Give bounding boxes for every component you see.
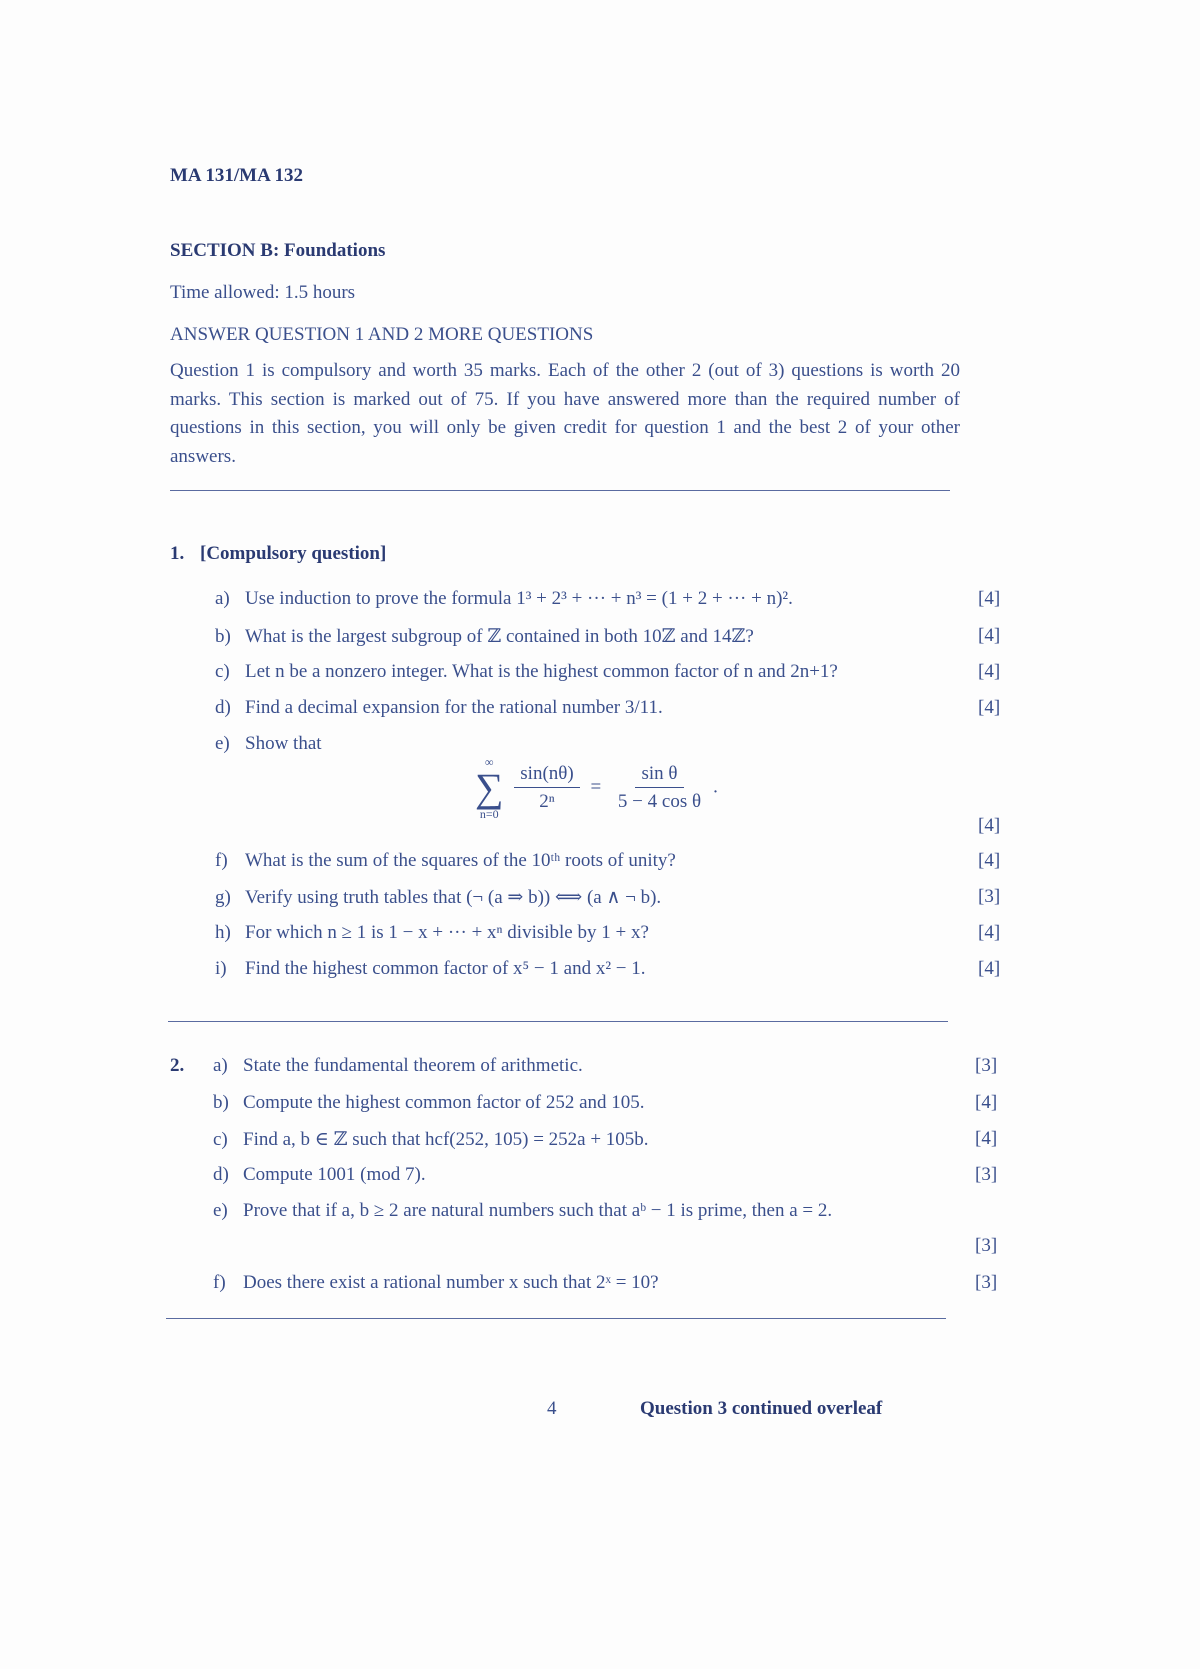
part-text: Compute 1001 (mod 7). <box>243 1164 426 1185</box>
part-label: d) <box>215 697 231 718</box>
part-label: e) <box>213 1200 228 1221</box>
equals-sign: = <box>590 776 602 798</box>
part-label: b) <box>213 1092 229 1113</box>
q1-part-h <box>215 922 649 944</box>
part-text: Find a decimal expansion for the rational number 3/11. <box>245 697 663 718</box>
part-text: Prove that if a, b ≥ 2 are natural numbers such that aᵇ − 1 is prime, then a = 2. <box>243 1200 833 1221</box>
part-text: Does there exist a rational number x such that 2ˣ = 10? <box>243 1272 659 1293</box>
divider <box>166 1318 946 1319</box>
q2-part-c <box>213 1128 649 1151</box>
sum-upper-limit: ∞ <box>484 755 494 769</box>
sum-operator <box>475 755 504 821</box>
part-text: For which n ≥ 1 is 1 − x + ··· + xⁿ divisible by 1 + x? <box>245 922 649 943</box>
continuation-note: Question 3 continued overleaf <box>640 1398 883 1419</box>
divider <box>170 490 950 491</box>
rhs-denominator: 5 − 4 cos θ <box>617 791 702 812</box>
time-allowed: Time allowed: 1.5 hours <box>170 282 356 303</box>
part-label: i) <box>215 958 227 979</box>
part-text: Use induction to prove the formula 1³ + 2³ + ··· + n³ = (1 + 2 + ··· + n)². <box>245 588 793 609</box>
lhs-numerator: sin(nθ) <box>514 763 579 788</box>
rhs-numerator: sin θ <box>635 763 683 788</box>
marks: [4] <box>975 1128 998 1149</box>
lhs-fraction <box>514 763 579 813</box>
marks: [4] <box>978 850 1001 871</box>
part-label: f) <box>213 1272 226 1293</box>
part-text: Verify using truth tables that (¬ (a ⇒ b)) ⟺ (a ∧ ¬ b). <box>245 887 662 908</box>
marks: [4] <box>978 697 1001 718</box>
q2-part-d <box>213 1164 426 1186</box>
question-1-number: 1. <box>170 543 185 564</box>
part-label: h) <box>215 922 231 943</box>
marks: [4] <box>978 815 1001 836</box>
formula-period: . <box>713 776 718 798</box>
part-label: c) <box>213 1129 228 1150</box>
sum-lower-limit: n=0 <box>479 807 499 821</box>
part-text: State the fundamental theorem of arithmetic. <box>243 1055 583 1076</box>
question-2-number: 2. <box>170 1055 185 1076</box>
q2-part-f <box>213 1272 659 1294</box>
q2-part-b <box>213 1092 645 1114</box>
part-text: Find a, b ∈ ℤ such that hcf(252, 105) = 252a + 105b. <box>243 1129 649 1150</box>
answer-instruction: ANSWER QUESTION 1 AND 2 MORE QUESTIONS <box>170 324 594 345</box>
part-label: e) <box>215 733 230 754</box>
instructions-paragraph: Question 1 is compulsory and worth 35 marks. Each of the other 2 (out of 3) questions is worth 20 marks. This section is marked out of 75. If you have answered more than the required number of questions in this section, you will only be given credit for question 1 and the best 2 of your other answers. <box>170 360 960 467</box>
marks: [4] <box>978 922 1001 943</box>
part-label: f) <box>215 850 228 871</box>
marks: [4] <box>978 958 1001 979</box>
marks: [3] <box>975 1164 998 1185</box>
q2-part-e <box>213 1200 832 1222</box>
lhs-denominator: 2ⁿ <box>539 791 555 812</box>
part-label: c) <box>215 661 230 682</box>
marks: [3] <box>975 1235 998 1256</box>
marks: [3] <box>975 1055 998 1076</box>
part-text: What is the largest subgroup of ℤ contained in both 10ℤ and 14ℤ? <box>245 626 754 647</box>
q1-part-i <box>215 958 646 980</box>
question-1-title: [Compulsory question] <box>200 543 387 564</box>
marks: [4] <box>978 661 1001 682</box>
sum-symbol: ∑ <box>475 765 504 810</box>
part-text: What is the sum of the squares of the 10ᵗʰ roots of unity? <box>245 850 676 871</box>
part-text: Let n be a nonzero integer. What is the highest common factor of n and 2n+1? <box>245 661 838 682</box>
q1-part-g <box>215 886 661 909</box>
marks: [4] <box>978 625 1001 646</box>
q2-part-a <box>213 1055 583 1077</box>
rhs-fraction <box>612 763 707 813</box>
part-label: a) <box>215 588 230 609</box>
q1-part-a <box>215 588 793 610</box>
q1-part-f <box>215 850 676 872</box>
part-text: Show that <box>245 733 322 754</box>
course-code: MA 131/MA 132 <box>170 165 303 186</box>
page-number: 4 <box>547 1398 557 1419</box>
q1-part-d <box>215 697 663 719</box>
part-label: g) <box>215 887 231 908</box>
marks: [4] <box>975 1092 998 1113</box>
part-text: Compute the highest common factor of 252 and 105. <box>243 1092 645 1113</box>
marks: [4] <box>978 588 1001 609</box>
part-label: d) <box>213 1164 229 1185</box>
q1-part-b <box>215 625 754 648</box>
part-text: Find the highest common factor of x⁵ − 1 and x² − 1. <box>245 958 646 979</box>
divider <box>168 1021 948 1022</box>
part-label: b) <box>215 626 231 647</box>
q1-part-e <box>215 733 322 755</box>
series-formula <box>475 755 718 821</box>
section-title: SECTION B: Foundations <box>170 240 386 261</box>
marks: [3] <box>975 1272 998 1293</box>
marks: [3] <box>978 886 1001 907</box>
part-label: a) <box>213 1055 228 1076</box>
q1-part-c <box>215 661 838 683</box>
